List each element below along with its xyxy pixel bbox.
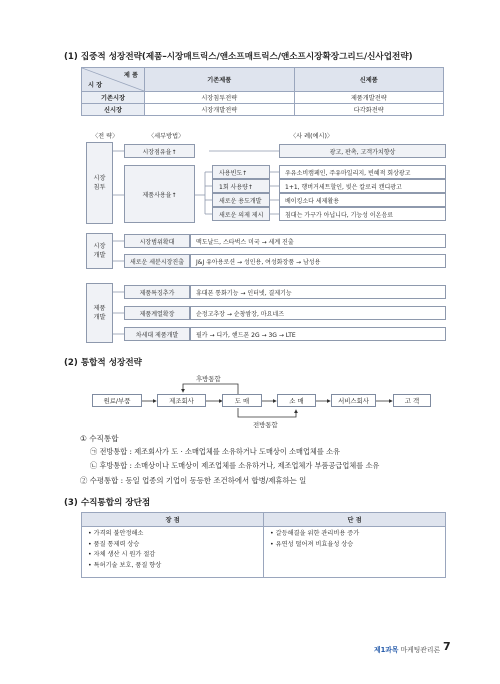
- pros-item: • 특허기술 보호, 품질 향상: [88, 561, 162, 569]
- sub-new-use: 새로운 용도개발: [212, 193, 270, 207]
- backward-integration-desc: ㉡ 후방통합 : 소매상이나 도매상이 제조업체를 소유하거나, 제조업체가 부품공급업체를 소유: [90, 461, 380, 470]
- example-new-agenda: 침대는 가구가 아닙니다, 기능성 이온음료: [279, 207, 446, 221]
- pros-cell: [82, 527, 264, 578]
- matrix-cell: 시장개발전략: [145, 104, 295, 116]
- example-new-segment: J&J 유아용로션 → 성인용, 여성화장품 → 남성용: [190, 254, 446, 268]
- matrix-cell: 다각화전략: [294, 104, 444, 116]
- header-example: 〈사 례(예시)〉: [290, 133, 334, 140]
- chain-manufacturer: 제조회사: [157, 394, 206, 407]
- footer-subject: 마케팅관리론: [400, 646, 441, 654]
- chain-raw-material: 원료/부품: [92, 394, 142, 407]
- footer-chapter: 제1과목: [374, 646, 399, 654]
- method-new-segment: 새로운 세분시장진출: [124, 254, 190, 268]
- chain-service-company: 서비스회사: [331, 394, 376, 407]
- category-product-development: 제품 개발: [86, 283, 113, 343]
- example-new-use: 베이킹소다 세제활용: [279, 193, 446, 207]
- matrix-cell: 제품개발전략: [294, 92, 444, 104]
- matrix-col-new-product: 신제품: [294, 68, 444, 92]
- matrix-col-existing-product: 기존제품: [145, 68, 295, 92]
- sub-usage-frequency: 사용빈도↑: [212, 165, 270, 179]
- chain-wholesale: 도 매: [222, 394, 262, 407]
- example-market-share: 광고, 판촉, 고객가치향상: [279, 144, 446, 158]
- section1-heading: (1) 집중적 성장전략(제품–시장매트릭스/앤소프매트릭스/앤소프시장확장그리드/신사업전략): [64, 52, 413, 62]
- section2-heading: (2) 통합적 성장전략: [64, 358, 142, 368]
- matrix-row-label: 기존시장: [82, 92, 145, 104]
- pros-item: • 가격의 불안정해소: [88, 530, 144, 537]
- example-usage-amount: 1+1, 행버거세트할인, 빚은 칼로리 캔디광고: [279, 179, 446, 193]
- example-usage-frequency: 우유소비캠페인, 주유마일리지, 빈혜적 회상광고: [279, 165, 446, 179]
- corner-product-label: 제 품: [123, 72, 138, 79]
- corner-market-label: 시 장: [88, 82, 103, 89]
- pros-item: • 품질 통제력 상승: [88, 540, 140, 548]
- chain-retail: 소 매: [277, 394, 316, 407]
- pros-cons-table: [81, 512, 446, 578]
- header-detail: 〈세부방법〉: [148, 133, 185, 140]
- method-market-expansion: 시장범위확대: [124, 234, 190, 248]
- section3-heading: (3) 수직통합의 장단점: [64, 498, 151, 508]
- pros-item: • 자체 생산 시 원가 절감: [88, 551, 156, 558]
- method-line-extension: 제품계열확장: [124, 306, 190, 320]
- example-market-expansion: 맥도날드, 스타벅스 미국 → 세계 진출: [190, 234, 446, 248]
- chain-customer: 고 객: [393, 394, 431, 407]
- vertical-integration-title: ① 수직통합: [80, 434, 119, 443]
- method-usage-rate: 제품사용율↑: [124, 165, 195, 223]
- cons-cell: [264, 527, 446, 578]
- cons-header: 단 점: [264, 513, 446, 527]
- example-line-extension: 순정고추장 → 순창쌈장, 마요네즈: [190, 306, 446, 320]
- cons-item: • 갈등해결을 위한 관리비용 증가: [270, 530, 360, 537]
- sub-new-agenda: 새로운 의제 제시: [212, 207, 270, 221]
- example-next-gen: 필카 → 디카, 핸드폰 2G → 3G → LTE: [190, 327, 446, 341]
- matrix-row-label: 신시장: [82, 104, 145, 116]
- method-next-gen: 차세대 제품개발: [124, 327, 190, 341]
- category-market-penetration: 시장 침투: [86, 142, 113, 224]
- method-feature-add: 제품특징추가: [124, 285, 190, 299]
- horizontal-integration-desc: ② 수평통합 : 동일 업종의 기업이 동등한 조건하에서 합병/제휴하는 일: [80, 476, 307, 485]
- header-strategy: 〈전 략〉: [92, 133, 119, 140]
- matrix-cell: 시장침투전략: [145, 92, 295, 104]
- page-number: 7: [443, 640, 451, 653]
- backward-integration-label: 후방통합: [196, 375, 221, 383]
- example-feature-add: 휴대폰 통화기능 → 인터넷, 결제기능: [190, 285, 446, 299]
- forward-integration-label: 전방통합: [253, 421, 278, 429]
- method-market-share: 시장점유율↑: [124, 144, 195, 158]
- pros-header: 장 점: [82, 513, 264, 527]
- forward-integration-desc: ㉠ 전방통합 : 제조회사가 도 · 소매업체를 소유하거나 도매상이 소매업체를 소유: [90, 447, 340, 456]
- footer: [374, 644, 440, 654]
- cons-item: • 유연성 떨어져 비효율성 상승: [270, 540, 354, 548]
- sub-usage-amount: 1회 사용량↑: [212, 179, 270, 193]
- category-market-development: 시장 개발: [86, 233, 113, 269]
